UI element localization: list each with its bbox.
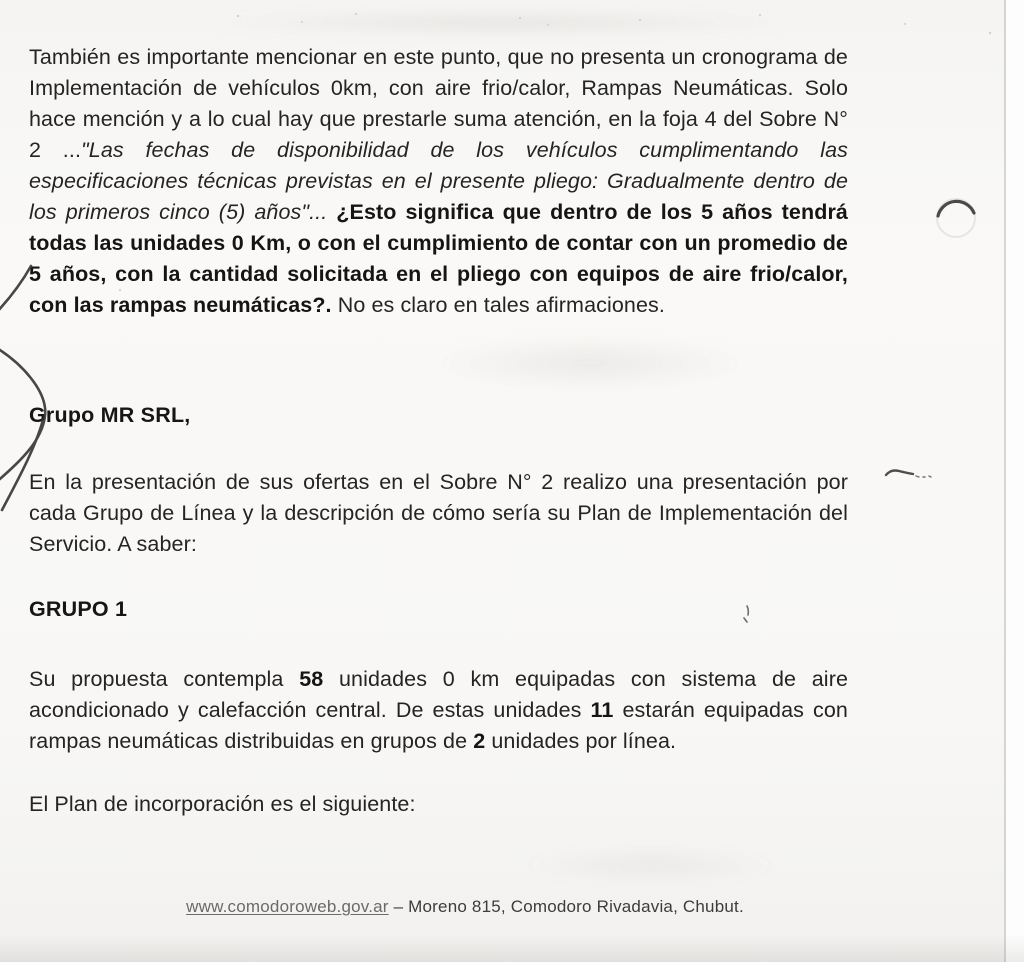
intro-question-bold-text: ¿Esto significa que dentro de los 5 años tendrá todas las unidades 0 Km, o con el cumplimiento de contar con un promedio de 5 años, con la cantidad solicitada en el pliego con equipos de aire frio/calor, con las rampas neumáticas?. bbox=[29, 200, 848, 317]
intro-closing-text: No es claro en tales afirmaciones. bbox=[337, 293, 665, 317]
punch-hole-shadow bbox=[937, 199, 975, 237]
tiny-stray-mark bbox=[744, 606, 748, 622]
paragraph-intro bbox=[29, 42, 848, 321]
footer-separator: – bbox=[388, 897, 409, 916]
intro-lead-text: También es importante mencionar en este punto, que no presenta un cronograma de Implementación de vehículos 0km, con aire frio/calor, Rampas Neumáticas. Solo hace mención y a lo cual hay que prestarle suma atención, en la foja 4 del Sobre N° 2 ... bbox=[29, 45, 848, 162]
intro-quote-italic-text: "Las fechas de disponibilidad de los vehículos cumplimentando las especificaciones técnicas previstas en el presente pliego: Gradualmente dentro de los primeros cinco (5) años"... bbox=[29, 138, 848, 224]
scan-bleedthrough-smudge bbox=[420, 335, 760, 391]
footer-url-link[interactable]: www.comodoroweb.gov.ar bbox=[186, 897, 389, 916]
units-with-ramps-value: 11 bbox=[590, 698, 614, 722]
proposal-text: Su propuesta contempla bbox=[29, 667, 300, 691]
scan-bleedthrough-smudge bbox=[180, 10, 820, 36]
small-pen-scribble bbox=[886, 471, 931, 478]
paragraph-presentation: En la presentación de sus ofertas en el Sobre N° 2 realizo una presentación por cada Grupo de Línea y la descripción de cómo sería su Plan de Implementación del Servicio. A saber: bbox=[29, 470, 848, 556]
paragraph-proposal bbox=[29, 664, 848, 757]
proposal-text: estarán equipadas con rampas neumáticas distribuidas en grupos de bbox=[29, 698, 848, 753]
company-heading: Grupo MR SRL, bbox=[29, 403, 191, 427]
units-per-line-value: 2 bbox=[473, 729, 486, 753]
scan-page-edge-line bbox=[1004, 0, 1006, 962]
proposal-text: unidades 0 km equipadas con sistema de aire acondicionado y calefacción central. De estas unidades bbox=[29, 667, 849, 722]
proposal-text: unidades por línea. bbox=[485, 729, 677, 753]
units-total-value: 58 bbox=[299, 667, 324, 691]
scan-bleedthrough-smudge bbox=[520, 845, 780, 885]
paragraph-plan-intro: El Plan de incorporación es el siguiente: bbox=[29, 792, 416, 816]
group1-heading: GRUPO 1 bbox=[29, 597, 128, 621]
scan-right-gutter bbox=[1006, 0, 1024, 962]
scan-bottom-shadow bbox=[0, 934, 1024, 962]
page-footer bbox=[0, 897, 930, 917]
footer-address: Moreno 815, Comodoro Rivadavia, Chubut. bbox=[408, 897, 744, 916]
